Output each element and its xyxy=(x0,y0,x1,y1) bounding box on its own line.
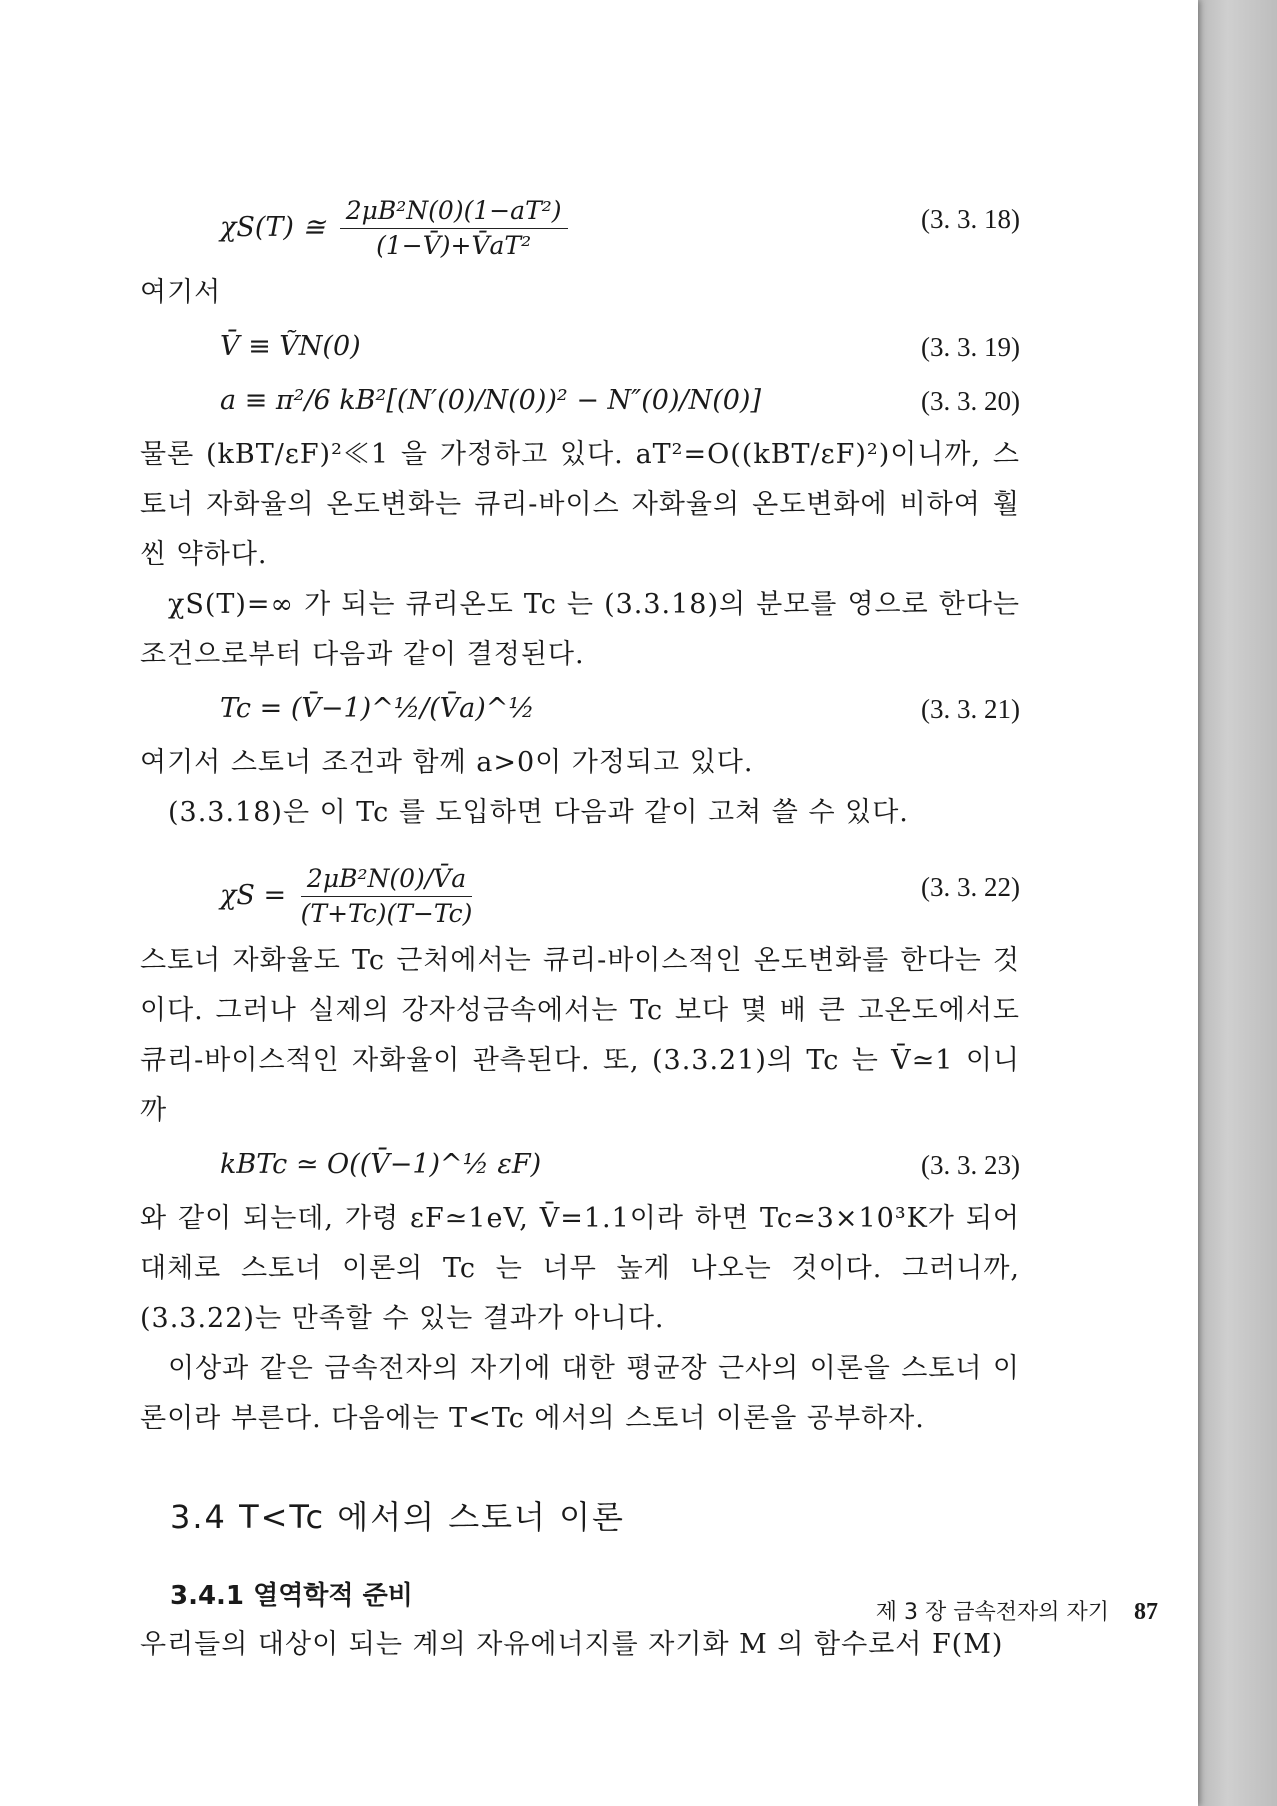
equation-3-3-21 xyxy=(140,684,1020,734)
page-number: 87 xyxy=(1134,1599,1158,1625)
subsection-heading-3-4-1: 3.4.1 열역학적 준비 xyxy=(170,1581,413,1611)
eq21-expr: Tc = (V̄−1)^½/(V̄a)^½ xyxy=(220,693,535,724)
paragraph-curie-temperature: χS(T)=∞ 가 되는 큐리온도 Tc 는 (3.3.18)의 분모를 영으로 한다는 조건으로부터 다음과 같이 결정된다. xyxy=(140,589,1020,670)
paragraph-stoner-condition: 여기서 스토너 조건과 함께 a>0이 가정되고 있다. xyxy=(140,747,754,778)
eq22-lhs: χS = xyxy=(220,880,287,911)
eq19-number: (3. 3. 19) xyxy=(921,332,1020,362)
eq18-lhs: χS(T) ≅ xyxy=(220,212,326,243)
eq20-number: (3. 3. 20) xyxy=(921,386,1020,416)
eq18-number: (3. 3. 18) xyxy=(921,204,1020,234)
footer-chapter: 제 3 장 금속전자의 자기 xyxy=(875,1600,1109,1625)
equation-3-3-22 xyxy=(140,842,1020,932)
paragraph-curie-weiss: 스토너 자화율도 Tc 근처에서는 큐리-바이스적인 온도변화를 한다는 것이다. 그러나 실제의 강자성금속에서는 Tc 보다 몇 배 큰 고온도에서도 큐리-바이스적인 자화율이 관측된다. 또, (3.3.21)의 Tc 는 V̄≃1 이니까 xyxy=(140,945,1020,1126)
eq22-numerator: 2μB²N(0)/V̄a xyxy=(301,862,473,897)
eq22-fraction xyxy=(301,862,473,931)
paragraph-free-energy: 우리들의 대상이 되는 계의 자유에너지를 자기화 M 의 함수로서 F(M) xyxy=(140,1629,1004,1660)
eq22-denominator: (T+Tc)(T−Tc) xyxy=(300,899,473,928)
paragraph-stoner-theory: 이상과 같은 금속전자의 자기에 대한 평균장 근사의 이론을 스토너 이론이라 부른다. 다음에는 T<Tc 에서의 스토너 이론을 공부하자. xyxy=(140,1353,1020,1434)
page-content xyxy=(140,170,1020,1670)
eq18-fraction xyxy=(340,194,568,263)
eq20-expr: a ≡ π²/6 kB²[(N′(0)/N(0))² − N″(0)/N(0)] xyxy=(220,385,761,416)
eq23-number: (3. 3. 23) xyxy=(921,1150,1020,1180)
book-page-edge xyxy=(1195,0,1277,1806)
equation-3-3-20 xyxy=(140,376,1020,426)
page-footer xyxy=(876,1595,1158,1626)
equation-3-3-23 xyxy=(140,1140,1020,1190)
paragraph-yeogiseo: 여기서 xyxy=(140,277,222,308)
eq18-numerator: 2μB²N(0)(1−aT²) xyxy=(340,194,568,229)
paragraph-stoner-assumption: 물론 (kBT/εF)²≪1 을 가정하고 있다. aT²=O((kBT/εF)²)이니까, 스토너 자화율의 온도변화는 큐리-바이스 자화율의 온도변화에 비하여 훨씬 약하다. xyxy=(140,439,1020,570)
eq23-expr: kBTc ≃ O((V̄−1)^½ εF) xyxy=(220,1149,542,1180)
equation-3-3-18 xyxy=(140,174,1020,264)
paragraph-rewrite: (3.3.18)은 이 Tc 를 도입하면 다음과 같이 고쳐 쓸 수 있다. xyxy=(168,797,909,828)
eq18-denominator: (1−V̄)+V̄aT² xyxy=(376,231,532,260)
eq19-expr: V̄ ≡ ṼN(0) xyxy=(220,331,361,362)
eq21-number: (3. 3. 21) xyxy=(921,694,1020,724)
eq22-number: (3. 3. 22) xyxy=(921,872,1020,902)
paragraph-tc-estimate: 와 같이 되는데, 가령 εF≃1eV, V̄=1.1이라 하면 Tc≃3×10³K가 되어 대체로 스토너 이론의 Tc 는 너무 높게 나오는 것이다. 그러니까, (3.3.22)는 만족할 수 있는 결과가 아니다. xyxy=(140,1203,1020,1334)
equation-3-3-19 xyxy=(140,322,1020,372)
section-heading-3-4: 3.4 T<Tc 에서의 스토너 이론 xyxy=(170,1498,625,1536)
